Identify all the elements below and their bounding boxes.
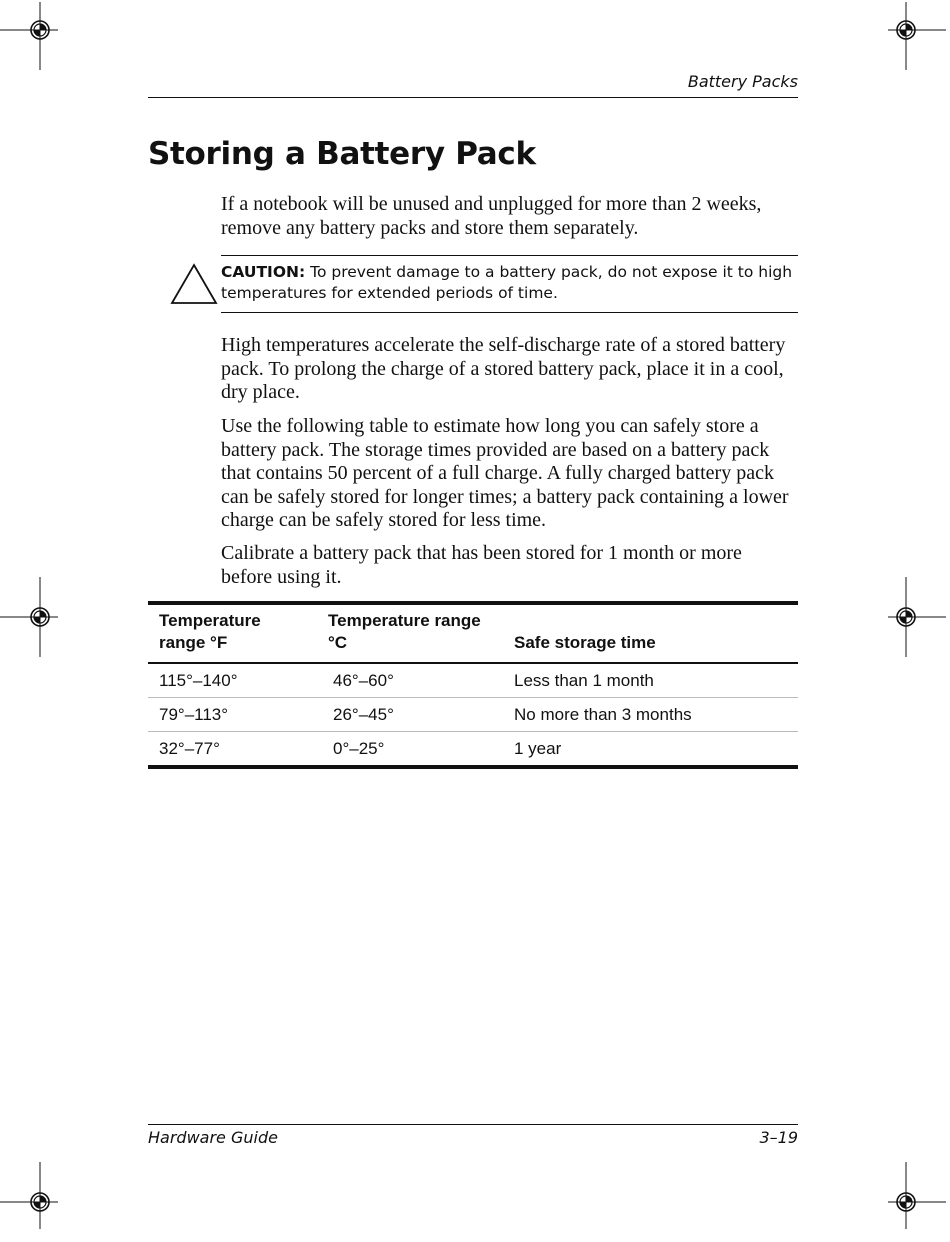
caution-text bbox=[221, 262, 798, 303]
crosshair-icon bbox=[0, 1162, 80, 1229]
storage-time-table bbox=[148, 601, 798, 769]
table-header-row bbox=[148, 603, 798, 663]
column-header-storage-time: Safe storage time bbox=[503, 603, 798, 663]
table-cell: 115°–140° bbox=[148, 663, 317, 698]
table-cell: 0°–25° bbox=[333, 738, 385, 758]
caution-body: To prevent damage to a battery pack, do not expose it to high temperatures for extended periods of time. bbox=[221, 263, 793, 302]
registration-mark-top-left bbox=[0, 0, 80, 70]
crosshair-icon bbox=[866, 577, 946, 657]
table-cell: 1 year bbox=[514, 738, 562, 758]
table-cell: 79°–113° bbox=[148, 698, 317, 732]
running-footer bbox=[148, 1124, 798, 1155]
column-header-celsius: Temperature range °C bbox=[317, 603, 503, 663]
table-cell: 46°–60° bbox=[317, 663, 503, 698]
registration-mark-bottom-right bbox=[866, 1162, 946, 1242]
table-row bbox=[148, 732, 798, 768]
registration-mark-top-right bbox=[866, 0, 946, 70]
crosshair-icon bbox=[0, 0, 80, 70]
running-header bbox=[148, 70, 798, 98]
page-number: 3–19 bbox=[759, 1128, 798, 1147]
crosshair-icon bbox=[0, 577, 80, 657]
warning-triangle-icon bbox=[170, 263, 218, 310]
footer-document-title: Hardware Guide bbox=[148, 1128, 278, 1147]
registration-mark-middle-right bbox=[866, 577, 946, 657]
registration-mark-middle-left bbox=[0, 577, 80, 657]
header-section-title: Battery Packs bbox=[687, 72, 798, 91]
caution-rule-bottom bbox=[221, 312, 798, 313]
registration-mark-bottom-left bbox=[0, 1162, 80, 1242]
page-title: Storing a Battery Pack bbox=[148, 136, 536, 172]
table-cell: Less than 1 month bbox=[503, 663, 798, 698]
intro-paragraph: If a notebook will be unused and unplugged for more than 2 weeks, remove any battery packs and store them separately. bbox=[221, 193, 762, 239]
table-row bbox=[148, 663, 798, 698]
crosshair-icon bbox=[866, 1162, 946, 1229]
crosshair-icon bbox=[866, 0, 946, 70]
caution-label: CAUTION: bbox=[221, 263, 306, 281]
column-header-fahrenheit: Temperature range °F bbox=[148, 603, 317, 663]
table-cell: No more than 3 months bbox=[503, 698, 798, 732]
body-paragraph: Use the following table to estimate how long you can safely store a battery pack. The storage times provided are based on a battery pack that contains 50 percent of a full charge. A fully charged battery pack can be safely stored for longer times; a battery pack containing a lower charge can be safely stored for less time. bbox=[221, 415, 789, 531]
table-cell: 32°–77° bbox=[159, 738, 220, 758]
body-paragraph: High temperatures accelerate the self-discharge rate of a stored battery pack. To prolong the charge of a stored battery pack, place it in a cool, dry place. bbox=[221, 334, 786, 403]
caution-note bbox=[168, 255, 798, 313]
table-cell: 26°–45° bbox=[317, 698, 503, 732]
table-row bbox=[148, 698, 798, 732]
caution-rule-top bbox=[221, 255, 798, 256]
body-paragraph: Calibrate a battery pack that has been stored for 1 month or more before using it. bbox=[221, 542, 742, 588]
